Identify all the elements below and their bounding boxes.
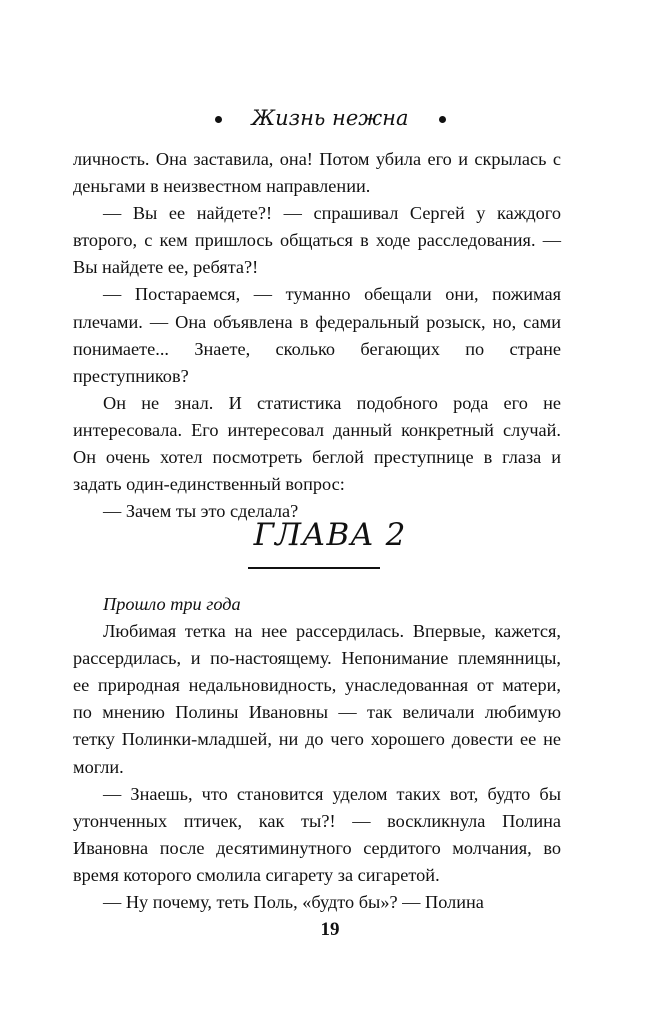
paragraph-continuation: личность. Она заставила, она! Потом убила его и скрылась с деньгами в неизвестном направлении. [73,149,561,197]
paragraph: — Зачем ты это сделала? [103,501,299,522]
text-block-top [73,146,561,525]
paragraph: — Вы ее найдете?! — спрашивал Сергей у каждого второго, с кем пришлось общаться в ходе расследования. — Вы найдете ее, ребята?! [73,203,561,278]
page-number: 19 [320,919,340,940]
paragraph: — Ну почему, теть Поль, «будто бы»? — Полина [103,892,484,913]
text-block-bottom [73,591,561,916]
paragraph: — Знаешь, что становится уделом таких вот, будто бы утонченных птичек, как ты?! — воскликнула Полина Ивановна после десятиминутного сердитого молчания, во время которого смолила сигарету за сигаретой. [73,783,561,885]
chapter-divider [248,567,380,569]
paragraph: Любимая тетка на нее рассердилась. Впервые, кажется, рассердилась, и по-настоящему. Непонимание племянницы, ее природная недальновидность, унаследованная от матери, по мнению Полины Ивановны — так величали любимую тетку Полинки-младшей, ни до чего хорошего довести ее не могли. [73,621,561,777]
paragraph: Он не знал. И статистика подобного рода его не интересовала. Его интересовал данный конкретный случай. Он очень хотел посмотреть беглой преступнице в глаза и задать один-единственный вопрос: [73,392,561,495]
bullet-dot-left [215,116,222,123]
running-head [0,104,660,132]
chapter-subheading: Прошло три года [103,594,241,614]
chapter-heading: ГЛАВА 2 [253,517,407,553]
running-head-title: Жизнь нежна [251,106,409,130]
paragraph: — Постараемся, — туманно обещали они, пожимая плечами. — Она объявлена в федеральный розыск, но, сами понимаете... Знаете, сколько бегающих по стране преступников? [73,284,561,386]
bullet-dot-right [439,116,446,123]
